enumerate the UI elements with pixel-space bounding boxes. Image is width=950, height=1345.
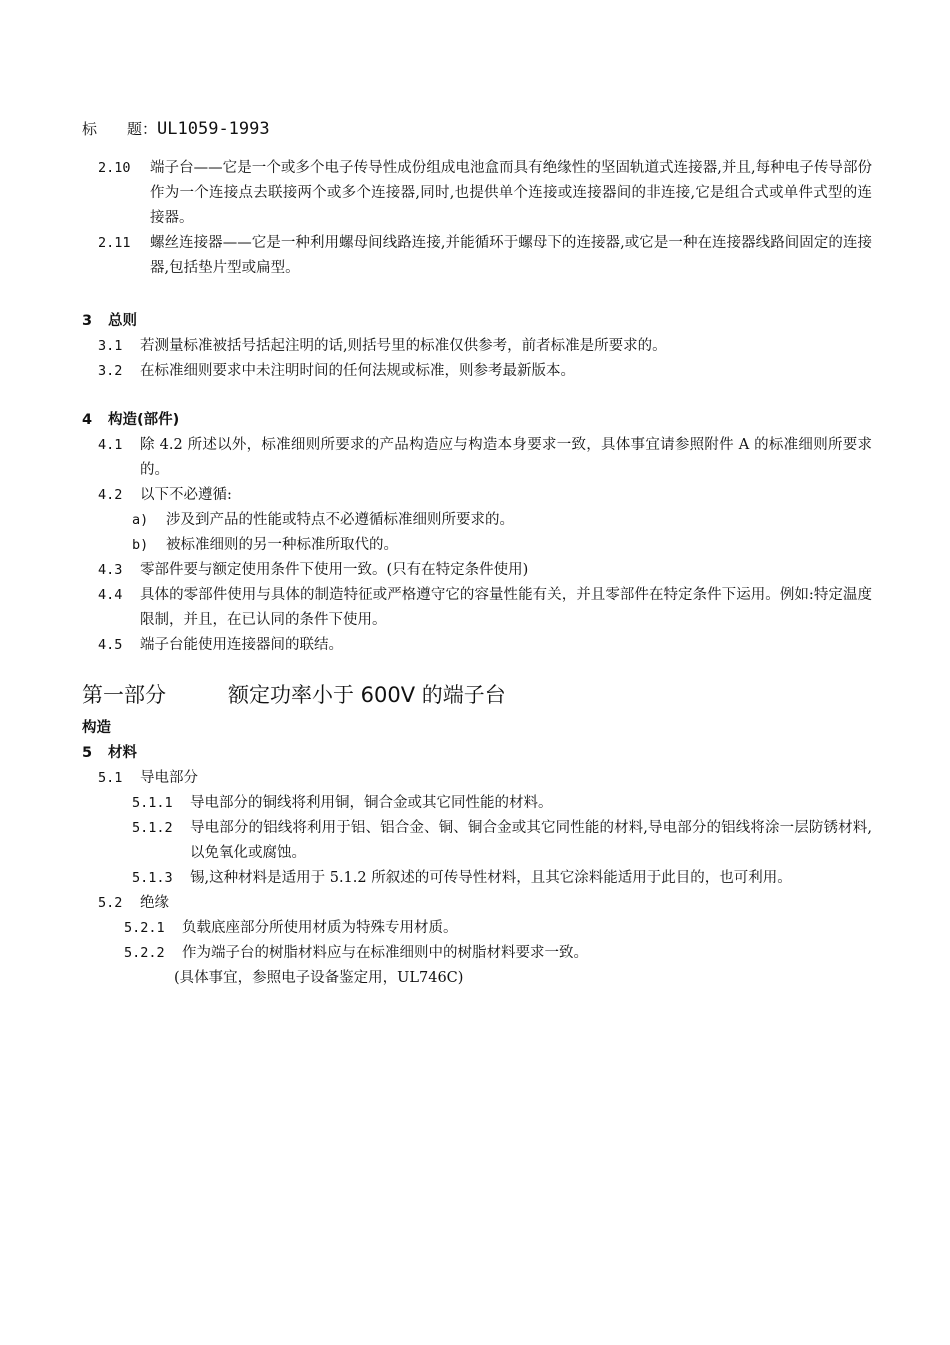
item-number: 2.11 [98,235,131,251]
item-text: 若测量标准被括号括起注明的话,则括号里的标准仅供参考，前者标准是所要求的。 [140,338,667,354]
item-number: 2.10 [98,160,131,176]
section-heading-5: 5 材料 [82,745,137,761]
sub-clause-item: 5.2.1 负载底座部分所使用材质为特殊专用材质。 [124,920,458,936]
clause-item: 4.1 除 4.2 所述以外，标准细则所要求的产品构造应与构造本身要求一致，具体事宜请参照附件 A 的标准细则所要求的。 [98,437,872,478]
clause-item [98,334,872,359]
header-label-b: 题： [127,120,158,138]
construction-heading: 构造 [82,720,111,736]
sub-clause-item: 5.1.2 导电部分的铝线将利用于铝、铝合金、铜、铜合金或其它同性能的材料,导电部分的铝线将涂一层防锈材料,以免氧化或腐蚀。 [132,820,872,861]
section-heading-3: 3 总则 [82,313,137,329]
header-value: UL1059-1993 [157,119,270,139]
item-number: 3.1 [98,338,123,354]
reference-note: (具体事宜，参照电子设备鉴定用，UL746C) [174,970,464,986]
clause-item: 5.2 绝缘 [98,895,169,911]
document-header [82,118,872,140]
clause-item [98,359,872,384]
section-heading-4: 4 构造(部件) [82,412,180,428]
item-text: 端子台——它是一个或多个电子传导性成份组成电池盒而具有绝缘性的坚固轨道式连接器,并且,每种电子传导部份作为一个连接点去联接两个或多个连接器,同时,也提供单个连接或连接器间的非连接,它是组合式或单件式型的连接器。 [150,160,872,226]
header-label-a: 标 [82,120,98,138]
item-text: 螺丝连接器——它是一种利用螺母间线路连接,并能循环于螺母下的连接器,或它是一种在连接器线路间固定的连接器,包括垫片型或扁型。 [150,235,872,276]
clause-item: 5.1 导电部分 [98,770,198,786]
sub-clause-item: a) 涉及到产品的性能或特点不必遵循标准细则所要求的。 [132,512,514,528]
sub-clause-item: 5.1.1 导电部分的铜线将利用铜，铜合金或其它同性能的材料。 [132,795,553,811]
item-number: 3.2 [98,363,123,379]
clause-item: 4.4 具体的零部件使用与具体的制造特征或严格遵守它的容量性能有关，并且零部件在特定条件下运用。例如:特定温度限制，并且，在已认同的条件下使用。 [98,587,872,628]
sub-clause-item: 5.1.3 锡,这种材料是适用于 5.1.2 所叙述的可传导性材料，且其它涂料能适用于此目的，也可利用。 [132,870,792,886]
definition-item [98,231,872,281]
document-page [82,118,872,991]
sub-clause-item: 5.2.2 作为端子台的树脂材料应与在标准细则中的树脂材料要求一致。 [124,945,588,961]
definition-item [98,156,872,231]
clause-item: 4.3 零部件要与额定使用条件下使用一致。(只有在特定条件使用) [98,562,529,578]
part-heading: 第一部分 额定功率小于 600V 的端子台 [82,683,506,707]
clause-item: 4.2 以下不必遵循: [98,487,232,503]
sub-clause-item: b) 被标准细则的另一种标准所取代的。 [132,537,398,553]
item-text: 在标准细则要求中未注明时间的任何法规或标准，则参考最新版本。 [140,363,575,379]
clause-item: 4.5 端子台能使用连接器间的联结。 [98,637,343,653]
